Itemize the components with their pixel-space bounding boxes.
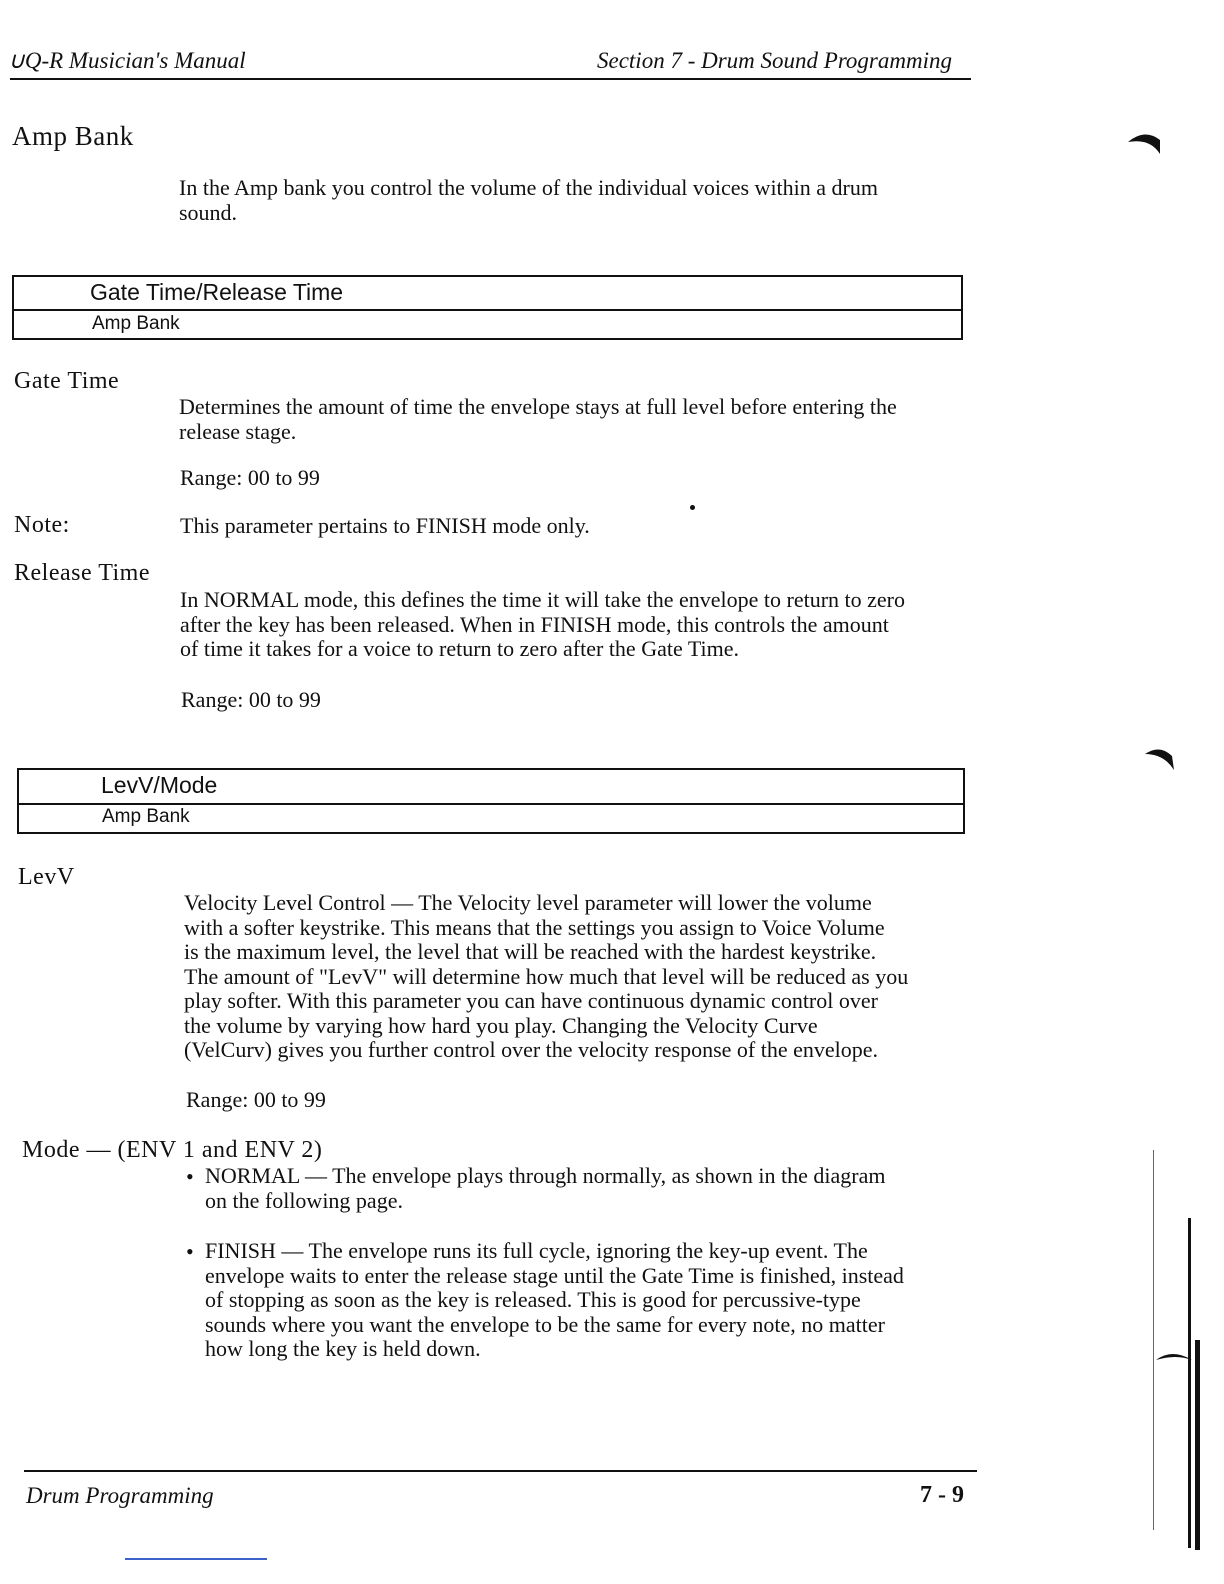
mode-finish-description <box>205 1239 904 1362</box>
term-note: Note: <box>14 512 70 538</box>
description-line: of time it takes for a voice to return to zero after the Gate Time. <box>180 636 739 661</box>
box-divider <box>14 309 961 311</box>
scan-mark-icon <box>1150 1340 1200 1380</box>
description-line: after the key has been released. When in FINISH mode, this controls the amount <box>180 611 889 637</box>
description-line: of stopping as soon as the key is released. This is good for percussive-type <box>205 1287 861 1312</box>
release-time-description <box>180 588 905 662</box>
footer-chapter: Drum Programming <box>26 1483 214 1508</box>
term-mode: Mode — (ENV 1 and ENV 2) <box>22 1137 323 1163</box>
header-section-title: Section 7 - Drum Sound Programming <box>597 48 952 73</box>
description-line: release stage. <box>179 418 297 444</box>
description-line: FINISH — The envelope runs its full cycle, ignoring the key-up event. The <box>205 1238 868 1263</box>
mode-normal-description <box>205 1164 885 1213</box>
description-line: sounds where you want the envelope to be the same for every note, no matter <box>205 1311 885 1337</box>
intro-line: sound. <box>179 199 238 225</box>
intro-line: In the Amp bank you control the volume of the individual voices within a drum <box>179 175 878 200</box>
term-release-time: Release Time <box>14 560 150 586</box>
bullet-icon: • <box>186 1239 194 1264</box>
description-line: Determines the amount of time the envelope stays at full level before entering the <box>179 394 897 419</box>
description-line: In NORMAL mode, this defines the time it will take the envelope to return to zero <box>180 587 906 612</box>
intro-paragraph <box>179 176 878 225</box>
parameter-box-title: LevV/Mode <box>101 772 218 798</box>
levv-description <box>184 891 908 1063</box>
parameter-box-gate-release <box>12 275 963 340</box>
description-line: on the following page. <box>205 1187 403 1213</box>
section-heading: Amp Bank <box>12 121 134 151</box>
description-line: The amount of "LevV" will determine how much that level will be reduced as you <box>184 963 909 989</box>
parameter-box-subtitle: Amp Bank <box>92 313 180 334</box>
footer-rule <box>24 1470 977 1472</box>
scan-mark-icon <box>1120 120 1170 160</box>
scan-mark-icon <box>1140 740 1185 780</box>
scan-edge-line <box>1195 1340 1200 1550</box>
note-text: This parameter pertains to FINISH mode only. <box>180 513 590 538</box>
gate-time-description <box>179 395 897 444</box>
parameter-box-levv-mode <box>17 768 965 834</box>
description-line: how long the key is held down. <box>205 1336 481 1361</box>
header-rule <box>10 78 971 80</box>
term-gate-time: Gate Time <box>14 368 120 394</box>
gate-time-range: Range: 00 to 99 <box>180 465 320 490</box>
parameter-box-title: Gate Time/Release Time <box>90 279 344 305</box>
description-line: envelope waits to enter the release stage until the Gate Time is finished, instead <box>205 1262 904 1288</box>
term-levv: LevV <box>18 864 75 890</box>
scan-blue-line <box>125 1558 267 1560</box>
box-divider <box>19 803 963 805</box>
scan-dot <box>690 505 695 510</box>
parameter-box-subtitle: Amp Bank <box>102 806 190 827</box>
levv-range: Range: 00 to 99 <box>186 1087 326 1112</box>
description-line: (VelCurv) gives you further control over the velocity response of the envelope. <box>184 1037 879 1062</box>
scan-edge-line <box>1188 1218 1191 1548</box>
description-line: with a softer keystrike. This means that the settings you assign to Voice Volume <box>184 914 885 940</box>
bullet-icon: • <box>186 1164 194 1189</box>
description-line: the volume by varying how hard you play. Changing the Velocity Curve <box>184 1012 818 1038</box>
footer-page-number: 7 - 9 <box>920 1482 964 1508</box>
release-time-range: Range: 00 to 99 <box>181 687 321 712</box>
description-line: NORMAL — The envelope plays through normally, as shown in the diagram <box>205 1163 886 1188</box>
description-line: Velocity Level Control — The Velocity level parameter will lower the volume <box>184 890 872 915</box>
header-manual-title: ∪Q-R Musician's Manual <box>8 48 246 73</box>
scan-edge-line <box>1153 1150 1154 1530</box>
description-line: is the maximum level, the level that will be reached with the hardest keystrike. <box>184 939 877 964</box>
description-line: play softer. With this parameter you can have continuous dynamic control over <box>184 988 878 1013</box>
